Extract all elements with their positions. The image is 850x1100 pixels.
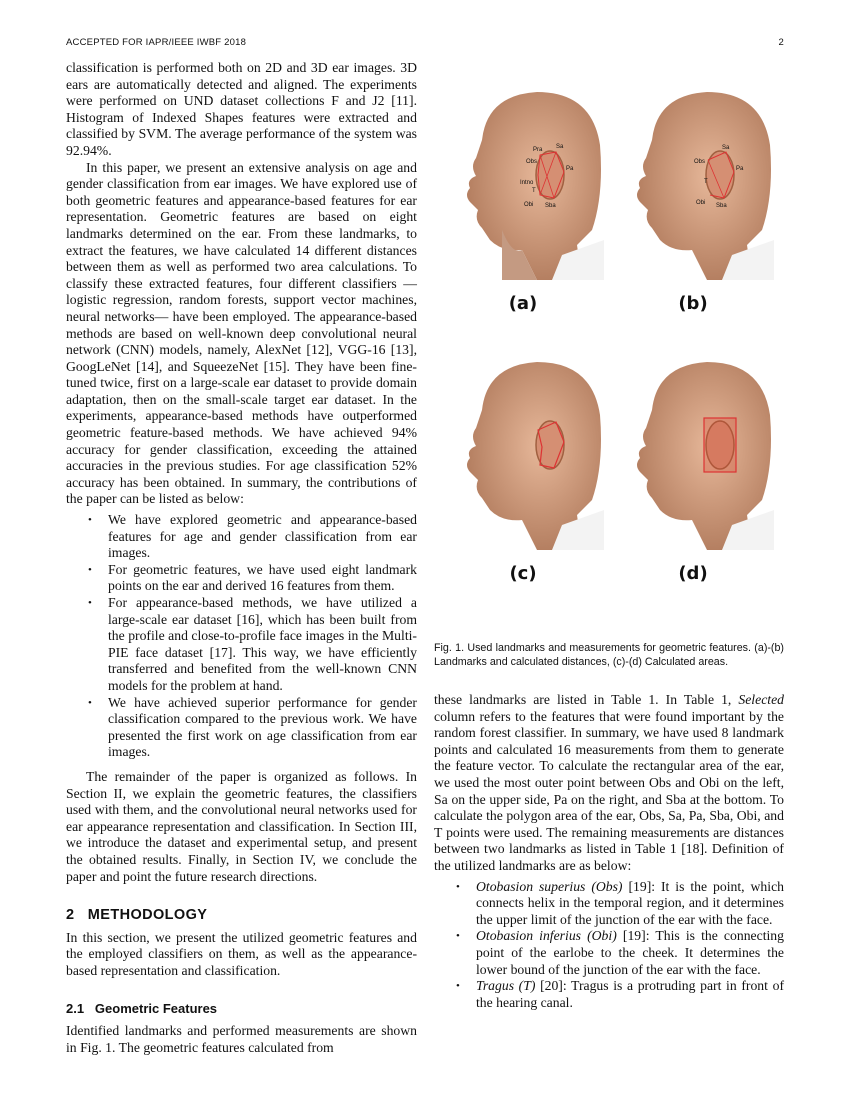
paragraph: classification is performed both on 2D and 3D ear images. 3D ears are automatically detected and aligned. The experiments were performed on UND dataset collections F and J2 [11]. Histogram of Indexed Shapes features were extracted and classified by SVM. The average performance of the system was 92.94%. [66,60,417,158]
list-item: • Otobasion superius (Obs) [19]: It is the point, which connects helix in the temporal region, and it determines the upper limit of the junction of the ear with the face. [456,878,784,927]
landmark-label: Obs [526,159,538,165]
landmark-label: Sba [545,203,556,209]
left-column [66,60,417,1056]
landmark-label: Obi [696,200,706,206]
list-item: • We have achieved superior performance for gender classification compared to the previous work. We have presented the first work on age classification from ear images. [88,694,417,760]
subsection-title: Geometric Features [94,1001,218,1017]
paragraph: In this section, we present the utilized geometric features and the employed classifiers on them, as well as the appearance-based representation and classification. [66,929,417,978]
subsection-heading [66,1001,417,1018]
paragraph: The remainder of the paper is organized as follows. In Section II, we explain the geometric features, the classifiers used with them, and the convolutional neural networks used for ear appearance representation and classification. In Section III, we introduce the dataset and experimental setup, and present the obtained results. Finally, in Section IV, we conclude the paper and point the future research directions. [66,768,417,884]
contributions-list [66,512,417,761]
list-item: • For appearance-based methods, we have utilized a large-scale ear dataset [16], which has been built from the profile and close-to-profile face images in the Multi-PIE face dataset [17]. This way, we have efficiently transferred and benefited from the well-known CNN models for the problem at hand. [88,595,417,693]
list-item: • For geometric features, we have used eight landmark points on the ear and derived 16 features from them. [88,561,417,594]
panel-label: (d) [678,563,708,584]
paragraph: Identified landmarks and performed measurements are shown in Fig. 1. The geometric features calculated from [66,1023,417,1055]
paragraph: In this paper, we present an extensive analysis on age and gender classification from ear images. We have explored use of both geometric features and appearance-based features for ear representation. Geometric features are based on eight landmarks determined on the ear. From these landmarks, to extract the features, we have calculated 14 different distances between them as well as performed two area calculations. To classify these extracted features, four different classifiers —logistic regression, random forests, support vector machines, neural networks— have been employed. The appearance-based methods are based on well-known deep convolutional neural network (CNN) models, namely, AlexNet [12], VGG-16 [13], GoogLeNet [14], and SqueezeNet [15]. They have been fine-tuned twice, first on a large-scale ear dataset to provide domain adaptation, then on the small-scale target ear dataset. In the experiments, appearance-based methods have outperformed geometric feature-based methods. We have achieved 94% accuracy for gender classification, exceeding the attained accuracies in the previous studies. For age classification 52% accuracy has been obtained. In summary, the contributions of the paper can be listed as below: [66,159,417,507]
landmark-label: T [704,179,708,185]
section-title: METHODOLOGY [87,907,208,924]
running-header [66,37,784,51]
emphasis: Selected [738,692,784,707]
bullet-icon: • [88,696,92,709]
bullet-icon: • [88,514,92,527]
landmark-label: Obs [694,159,706,165]
bullet-icon: • [88,563,92,576]
right-column [434,692,784,1019]
term: Tragus (T) [476,978,536,994]
bullet-icon: • [456,930,460,943]
landmark-definitions-list [434,879,784,1012]
section-number: 2 [66,907,75,924]
panel-label: (b) [678,293,708,314]
page-number: 2 [778,37,784,48]
landmark-label: Sba [716,203,727,209]
landmark-label: Intno [520,180,534,186]
list-item: • Otobasion inferius (Obi) [19]: This is the connecting point of the earlobe to the cheek. It determines the lower bound of the junction of the ear with the face. [456,928,784,977]
panel-d-image [612,350,774,550]
panel-label: (a) [508,293,538,314]
figure-caption: Fig. 1. Used landmarks and measurements for geometric features. (a)-(b) Landmarks and calculated distances, (c)-(d) Calculated areas. [434,642,784,668]
landmark-label: Pa [566,166,574,172]
landmark-label: Sa [722,145,730,151]
landmark-label: Pa [736,166,744,172]
paragraph: these landmarks are listed in Table 1. In Table 1, Selected column refers to the features that were found important by the random forest classifier. In summary, we have used 8 landmark points and calculated 16 measurements from them to generate the feature vector. To calculate the rectangular area of the ear, we used the most outer point between Obs and Obi on the left, Sa on the upper side, Pa on the right, and Sba at the bottom. To calculate the polygon area of the ear, Obs, Sa, Pa, Sba, Obi, and T points were used. The remaining measurements are distances between two landmarks as listed in Table 1 [18]. Definition of the utilized landmarks are as below: [434,692,784,873]
venue-label: ACCEPTED FOR IAPR/IEEE IWBF 2018 [66,37,247,48]
list-item: • Tragus (T) [20]: Tragus is a protruding part in front of the hearing canal. [456,978,784,1010]
landmark-label: T [532,188,536,194]
landmark-label: Pra [533,147,543,153]
panel-c-image [442,350,604,550]
panel-a-image [442,80,604,280]
section-heading [66,907,417,924]
term: Otobasion inferius (Obi) [476,928,617,944]
term: Otobasion superius (Obs) [476,878,623,894]
figure-1 [434,60,784,680]
bullet-icon: • [88,597,92,609]
landmark-label: Obi [524,202,534,208]
landmark-label: Sa [556,144,564,150]
bullet-icon: • [456,880,460,893]
bullet-icon: • [456,980,460,993]
panel-b-image [612,80,774,280]
panel-label: (c) [509,563,537,584]
list-item: • We have explored geometric and appearance-based features for age and gender classification from ear images. [88,512,417,561]
subsection-number: 2.1 [66,1001,85,1017]
